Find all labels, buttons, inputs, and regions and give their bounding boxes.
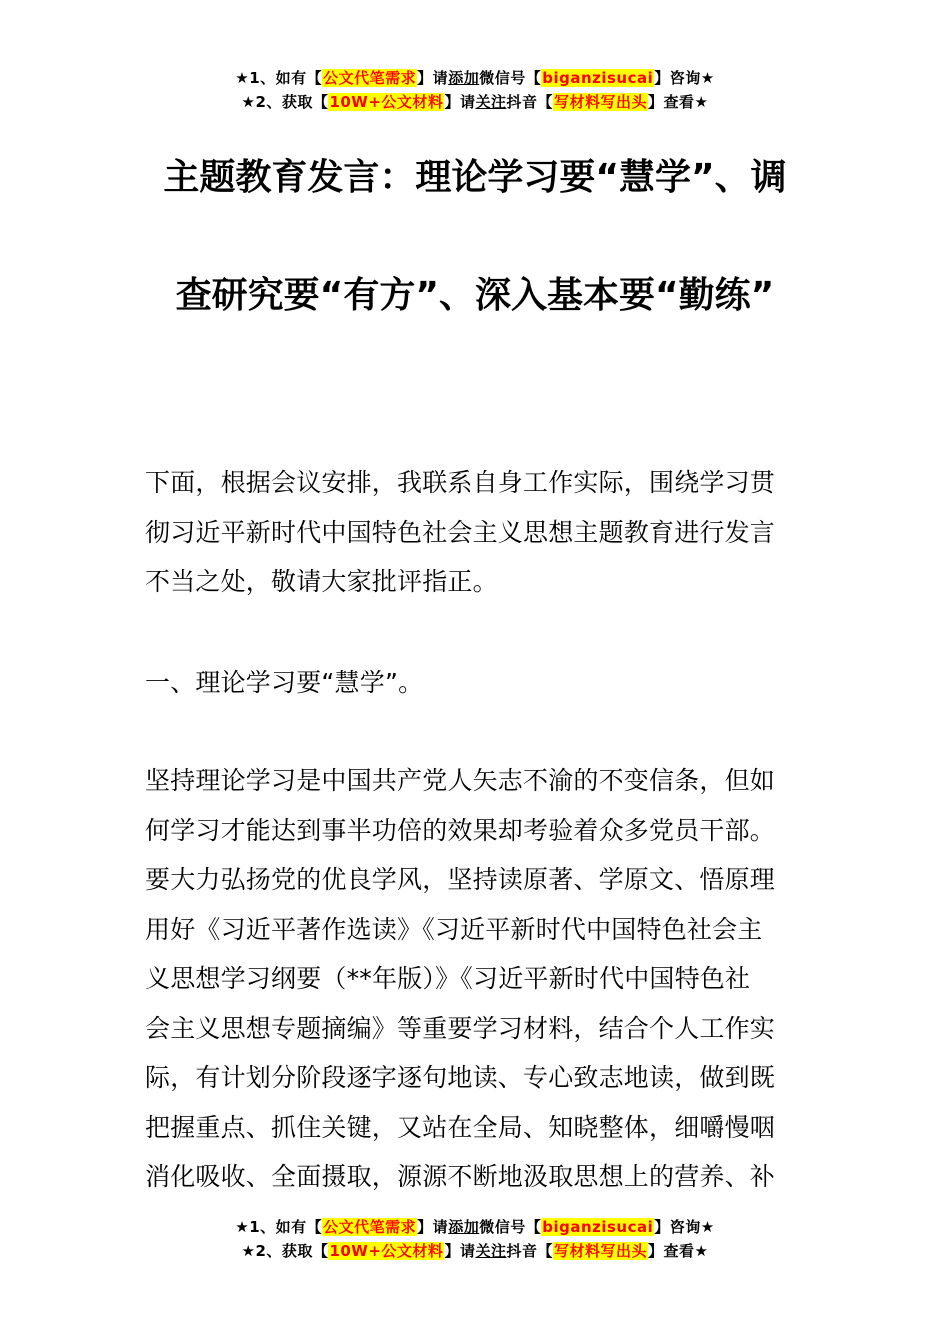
banner-emphasis: 关注 [475, 93, 507, 111]
text-line: 用好《习近平著作选读》《习近平新时代中国特色社会主 [145, 914, 763, 944]
text-line: 把握重点、抓住关键，又站在全局、知晓整体，细嚼慢咽 [145, 1112, 776, 1142]
section-heading-text: 一、理论学习要“慧学”。 [145, 668, 424, 697]
highlight-materials: 10W+公文材料 [329, 93, 444, 111]
banner-text: 】咨询★ [654, 69, 715, 87]
highlight-materials: 10W+公文材料 [329, 1242, 444, 1260]
text-line: 彻习近平新时代中国特色社会主义思想主题教育进行发言 [145, 517, 776, 547]
highlight-wechat-id: biganzisucai [542, 1218, 654, 1236]
banner-emphasis: 添加 [448, 69, 480, 87]
text-line: 消化吸收、全面摄取，源源不断地汲取思想上的营养、补 [145, 1162, 776, 1191]
banner-text: 】咨询★ [654, 1218, 715, 1236]
text-line: 际，有计划分阶段逐字逐句地读、专心致志地读，做到既 [145, 1063, 776, 1092]
banner-text: 】查看★ [648, 1242, 709, 1260]
banner-text: 】查看★ [648, 93, 709, 111]
banner-line-1 [0, 66, 950, 90]
banner-text: 】请 [417, 1218, 449, 1236]
banner-line-1 [0, 1215, 950, 1239]
highlight-wechat-id: biganzisucai [542, 69, 654, 87]
banner-text: ★2、获取【 [241, 93, 329, 111]
highlight-douyin: 写材料写出头 [553, 93, 647, 111]
text-line: 坚持理论学习是中国共产党人矢志不渝的不变信条，但如 [145, 766, 776, 795]
text-line: 义思想学习纲要（**年版）》《习近平新时代中国特色社 [145, 964, 751, 993]
document-title [0, 148, 950, 326]
banner-text: ★2、获取【 [241, 1242, 329, 1260]
banner-line-2 [0, 90, 950, 114]
header-banner [0, 66, 950, 114]
banner-line-2 [0, 1239, 950, 1263]
banner-text: 】请 [417, 69, 449, 87]
footer-banner [0, 1215, 950, 1263]
section-heading [145, 658, 810, 708]
title-line-2: 查研究要“有方”、深入基本要“勤练” [175, 275, 775, 316]
title-line-1: 主题教育发言：理论学习要“慧学”、调 [163, 157, 787, 198]
banner-text: 微信号【 [479, 69, 542, 87]
text-line: 要大力弘扬党的优良学风，坚持读原著、学原文、悟原理 [145, 865, 776, 894]
banner-text: 微信号【 [479, 1218, 542, 1236]
text-line: 下面，根据会议安排，我联系自身工作实际，围绕学习贯 [145, 468, 776, 497]
text-line: 何学习才能达到事半功倍的效果却考验着众多党员干部。 [145, 815, 776, 845]
intro-paragraph [145, 458, 810, 607]
body-paragraph [145, 756, 810, 1202]
banner-emphasis: 关注 [475, 1242, 507, 1260]
banner-text: ★1、如有【 [235, 1218, 323, 1236]
text-line: 不当之处，敬请大家批评指正。 [145, 567, 498, 596]
text-line: 会主义思想专题摘编》等重要学习材料，结合个人工作实 [145, 1013, 776, 1043]
banner-text: 】请 [444, 1242, 476, 1260]
highlight-service: 公文代笔需求 [323, 69, 417, 87]
banner-emphasis: 添加 [448, 1218, 480, 1236]
highlight-douyin: 写材料写出头 [553, 1242, 647, 1260]
highlight-service: 公文代笔需求 [323, 1218, 417, 1236]
banner-text: 抖音【 [506, 1242, 553, 1260]
banner-text: 抖音【 [506, 93, 553, 111]
banner-text: ★1、如有【 [235, 69, 323, 87]
banner-text: 】请 [444, 93, 476, 111]
